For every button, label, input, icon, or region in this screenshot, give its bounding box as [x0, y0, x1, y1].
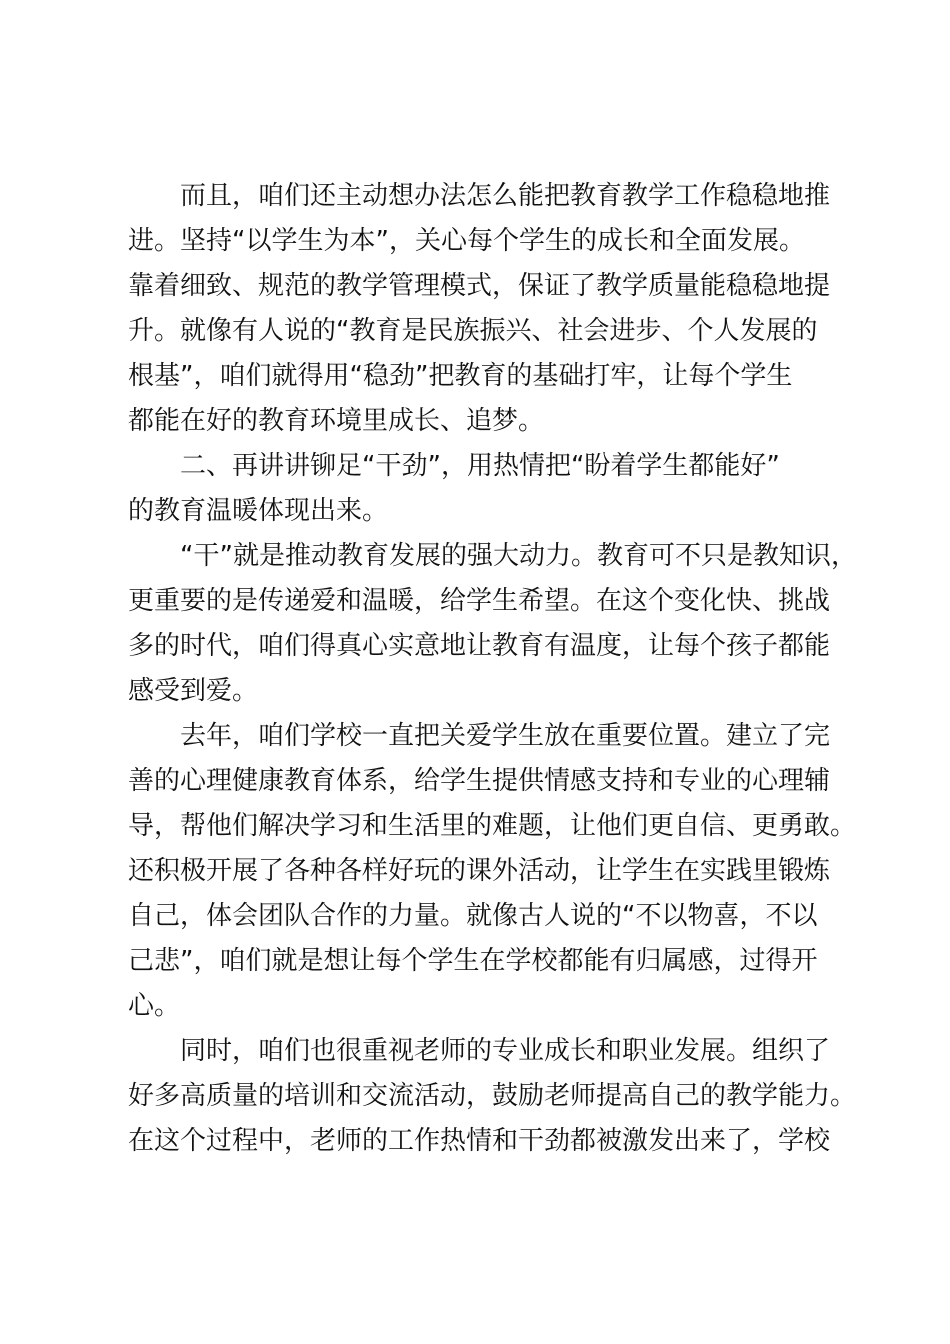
text-line: 靠着细致、规范的教学管理模式，保证了教学质量能稳稳地提 [128, 271, 831, 301]
text-line: 多的时代，咱们得真心实意地让教育有温度，让每个孩子都能 [128, 631, 831, 661]
text-line: “干”就是推动教育发展的强大动力。教育可不只是教知识， [128, 541, 857, 571]
text-line: 心。 [128, 991, 181, 1021]
text-line: 感受到爱。 [128, 676, 259, 706]
text-line: 在这个过程中，老师的工作热情和干劲都被激发出来了，学校 [128, 1126, 831, 1156]
text-line: 升。就像有人说的“教育是民族振兴、社会进步、个人发展的 [128, 316, 818, 346]
text-line: 更重要的是传递爱和温暖，给学生希望。在这个变化快、挑战 [128, 586, 831, 616]
section-heading-line: 的教育温暖体现出来。 [128, 496, 389, 526]
text-line: 都能在好的教育环境里成长、追梦。 [128, 406, 545, 436]
text-line: 好多高质量的培训和交流活动，鼓励老师提高自己的教学能力。 [128, 1081, 857, 1111]
text-line: 而且，咱们还主动想办法怎么能把教育教学工作稳稳地推 [128, 181, 831, 211]
text-line: 进。坚持“以学生为本”，关心每个学生的成长和全面发展。 [128, 226, 805, 256]
text-line: 自己，体会团队合作的力量。就像古人说的“不以物喜，不以 [128, 901, 818, 931]
text-line: 善的心理健康教育体系，给学生提供情感支持和专业的心理辅 [128, 766, 831, 796]
text-line: 去年，咱们学校一直把关爱学生放在重要位置。建立了完 [128, 721, 831, 751]
text-line: 导，帮他们解决学习和生活里的难题，让他们更自信、更勇敢。 [128, 811, 857, 841]
text-line: 根基”，咱们就得用“稳劲”把教育的基础打牢，让每个学生 [128, 361, 793, 391]
section-heading-line: 二、再讲讲铆足“干劲”，用热情把“盼着学生都能好” [128, 451, 780, 481]
text-line: 同时，咱们也很重视老师的专业成长和职业发展。组织了 [128, 1036, 831, 1066]
document-body [128, 174, 857, 1164]
text-line: 己悲”，咱们就是想让每个学生在学校都能有归属感，过得开 [128, 946, 818, 976]
text-line: 还积极开展了各种各样好玩的课外活动，让学生在实践里锻炼 [128, 856, 831, 886]
